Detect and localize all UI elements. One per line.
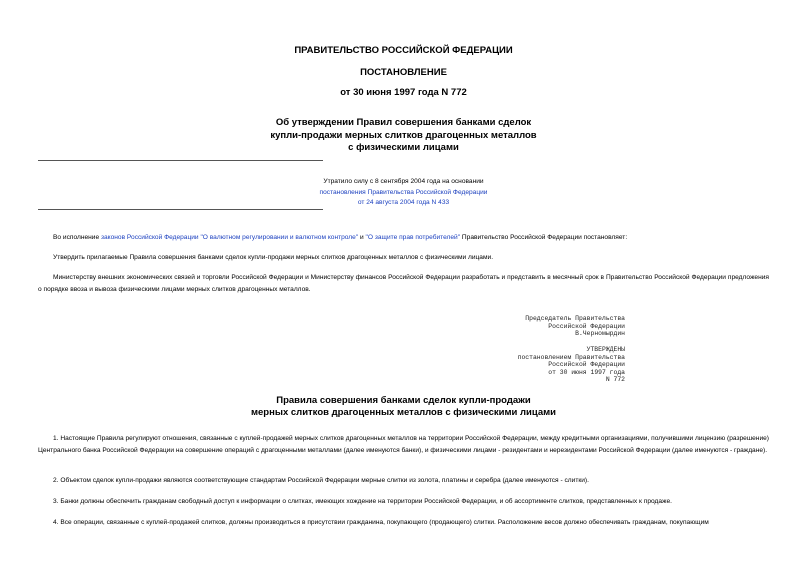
resolution-item: Утвердить прилагаемые Правила совершения банками сделок купли-продажи мерных слитков драгоценных металлов с физическими лицами. xyxy=(53,254,494,261)
government-heading: ПРАВИТЕЛЬСТВО РОССИЙСКОЙ ФЕДЕРАЦИИ xyxy=(294,45,513,56)
document-title-line: Об утверждении Правил совершения банками сделок xyxy=(275,117,532,128)
approval-line: УТВЕРЖДЕНЫ xyxy=(586,346,625,353)
repeal-decree-link-date[interactable]: от 24 августа 2004 года N 433 xyxy=(357,199,450,206)
rule-item: 1. Настоящие Правила регулируют отношения, связанные с куплей-продажей мерных слитков драгоценных металлов на территории Российской Федерации, между кредитными организациями, получившими лицензию (разрешение) Центрального банка Российской Федерации на совершение операций с драгоценными металлами (далее именуются банки), и физическими лицами - резидентами и нерезидентами Российской Федерации (далее именуются - граждане). xyxy=(38,435,769,454)
document-title xyxy=(0,117,807,155)
approval-stamp xyxy=(518,346,625,384)
signature-line: В.Черномырдин xyxy=(575,330,625,338)
approval-line: N 772 xyxy=(605,376,625,384)
approval-line: Российской Федерации xyxy=(548,361,625,369)
preamble-prefix: Во исполнение xyxy=(53,234,101,241)
divider-bottom xyxy=(38,209,323,210)
repeal-decree-link[interactable]: постановления Правительства Российской Федерации xyxy=(319,188,488,196)
signature-line: Председатель Правительства xyxy=(525,315,625,322)
repeal-notice-text: Утратило силу с 8 сентября 2004 года на основании xyxy=(323,178,484,185)
rules-title-line: мерных слитков драгоценных металлов с физическими лицами xyxy=(250,407,557,418)
signature-block xyxy=(525,315,625,338)
rules-title xyxy=(0,395,807,419)
document-type: ПОСТАНОВЛЕНИЕ xyxy=(360,67,447,78)
resolution-item: Министерству внешних экономических связей и торговли Российской Федерации и Министерству финансов Российской Федерации разработать и представить в месячный срок в Правительство Российской Федерации предложения о порядке ввоза и вывоза физическими лицами мерных слитков драгоценных металлов. xyxy=(38,274,769,293)
preamble-suffix: Правительство Российской Федерации постановляет: xyxy=(460,234,628,241)
currency-law-link[interactable]: законов Российской Федерации "О валютном регулировании и валютном контроле" xyxy=(100,234,359,241)
document-title-line: с физическими лицами xyxy=(348,142,459,153)
preamble xyxy=(38,232,769,244)
rules-title-line: Правила совершения банками сделок купли-продажи xyxy=(276,395,531,406)
document-title-line: купли-продажи мерных слитков драгоценных металлов xyxy=(270,129,537,141)
rule-item: 4. Все операции, связанные с куплей-продажей слитков, должны производиться в присутствии гражданина, покупающего (продающего) слитки. Расположение весов должно обеспечивать гражданам, покупающим xyxy=(53,519,709,526)
repeal-notice xyxy=(0,177,807,209)
rule-item: 3. Банки должны обеспечить гражданам свободный доступ к информации о слитках, имеющих хождение на территории Российской Федерации, и об ассортименте слитков, представленных к продаже. xyxy=(53,498,672,505)
signature-line: Российской Федерации xyxy=(548,322,625,330)
consumer-law-link[interactable]: "О защите прав потребителей" xyxy=(365,234,461,241)
rule-item: 2. Объектом сделок купли-продажи являются соответствующие стандартам Российской Федерации мерные слитки из золота, платины и серебра (далее именуются - слитки). xyxy=(53,477,589,484)
document-date-number: от 30 июня 1997 года N 772 xyxy=(340,87,467,98)
approval-line: от 30 июня 1997 года xyxy=(548,368,625,376)
preamble-mid: и xyxy=(358,234,366,241)
divider-top xyxy=(38,160,323,161)
approval-line: постановлением Правительства xyxy=(517,353,625,361)
